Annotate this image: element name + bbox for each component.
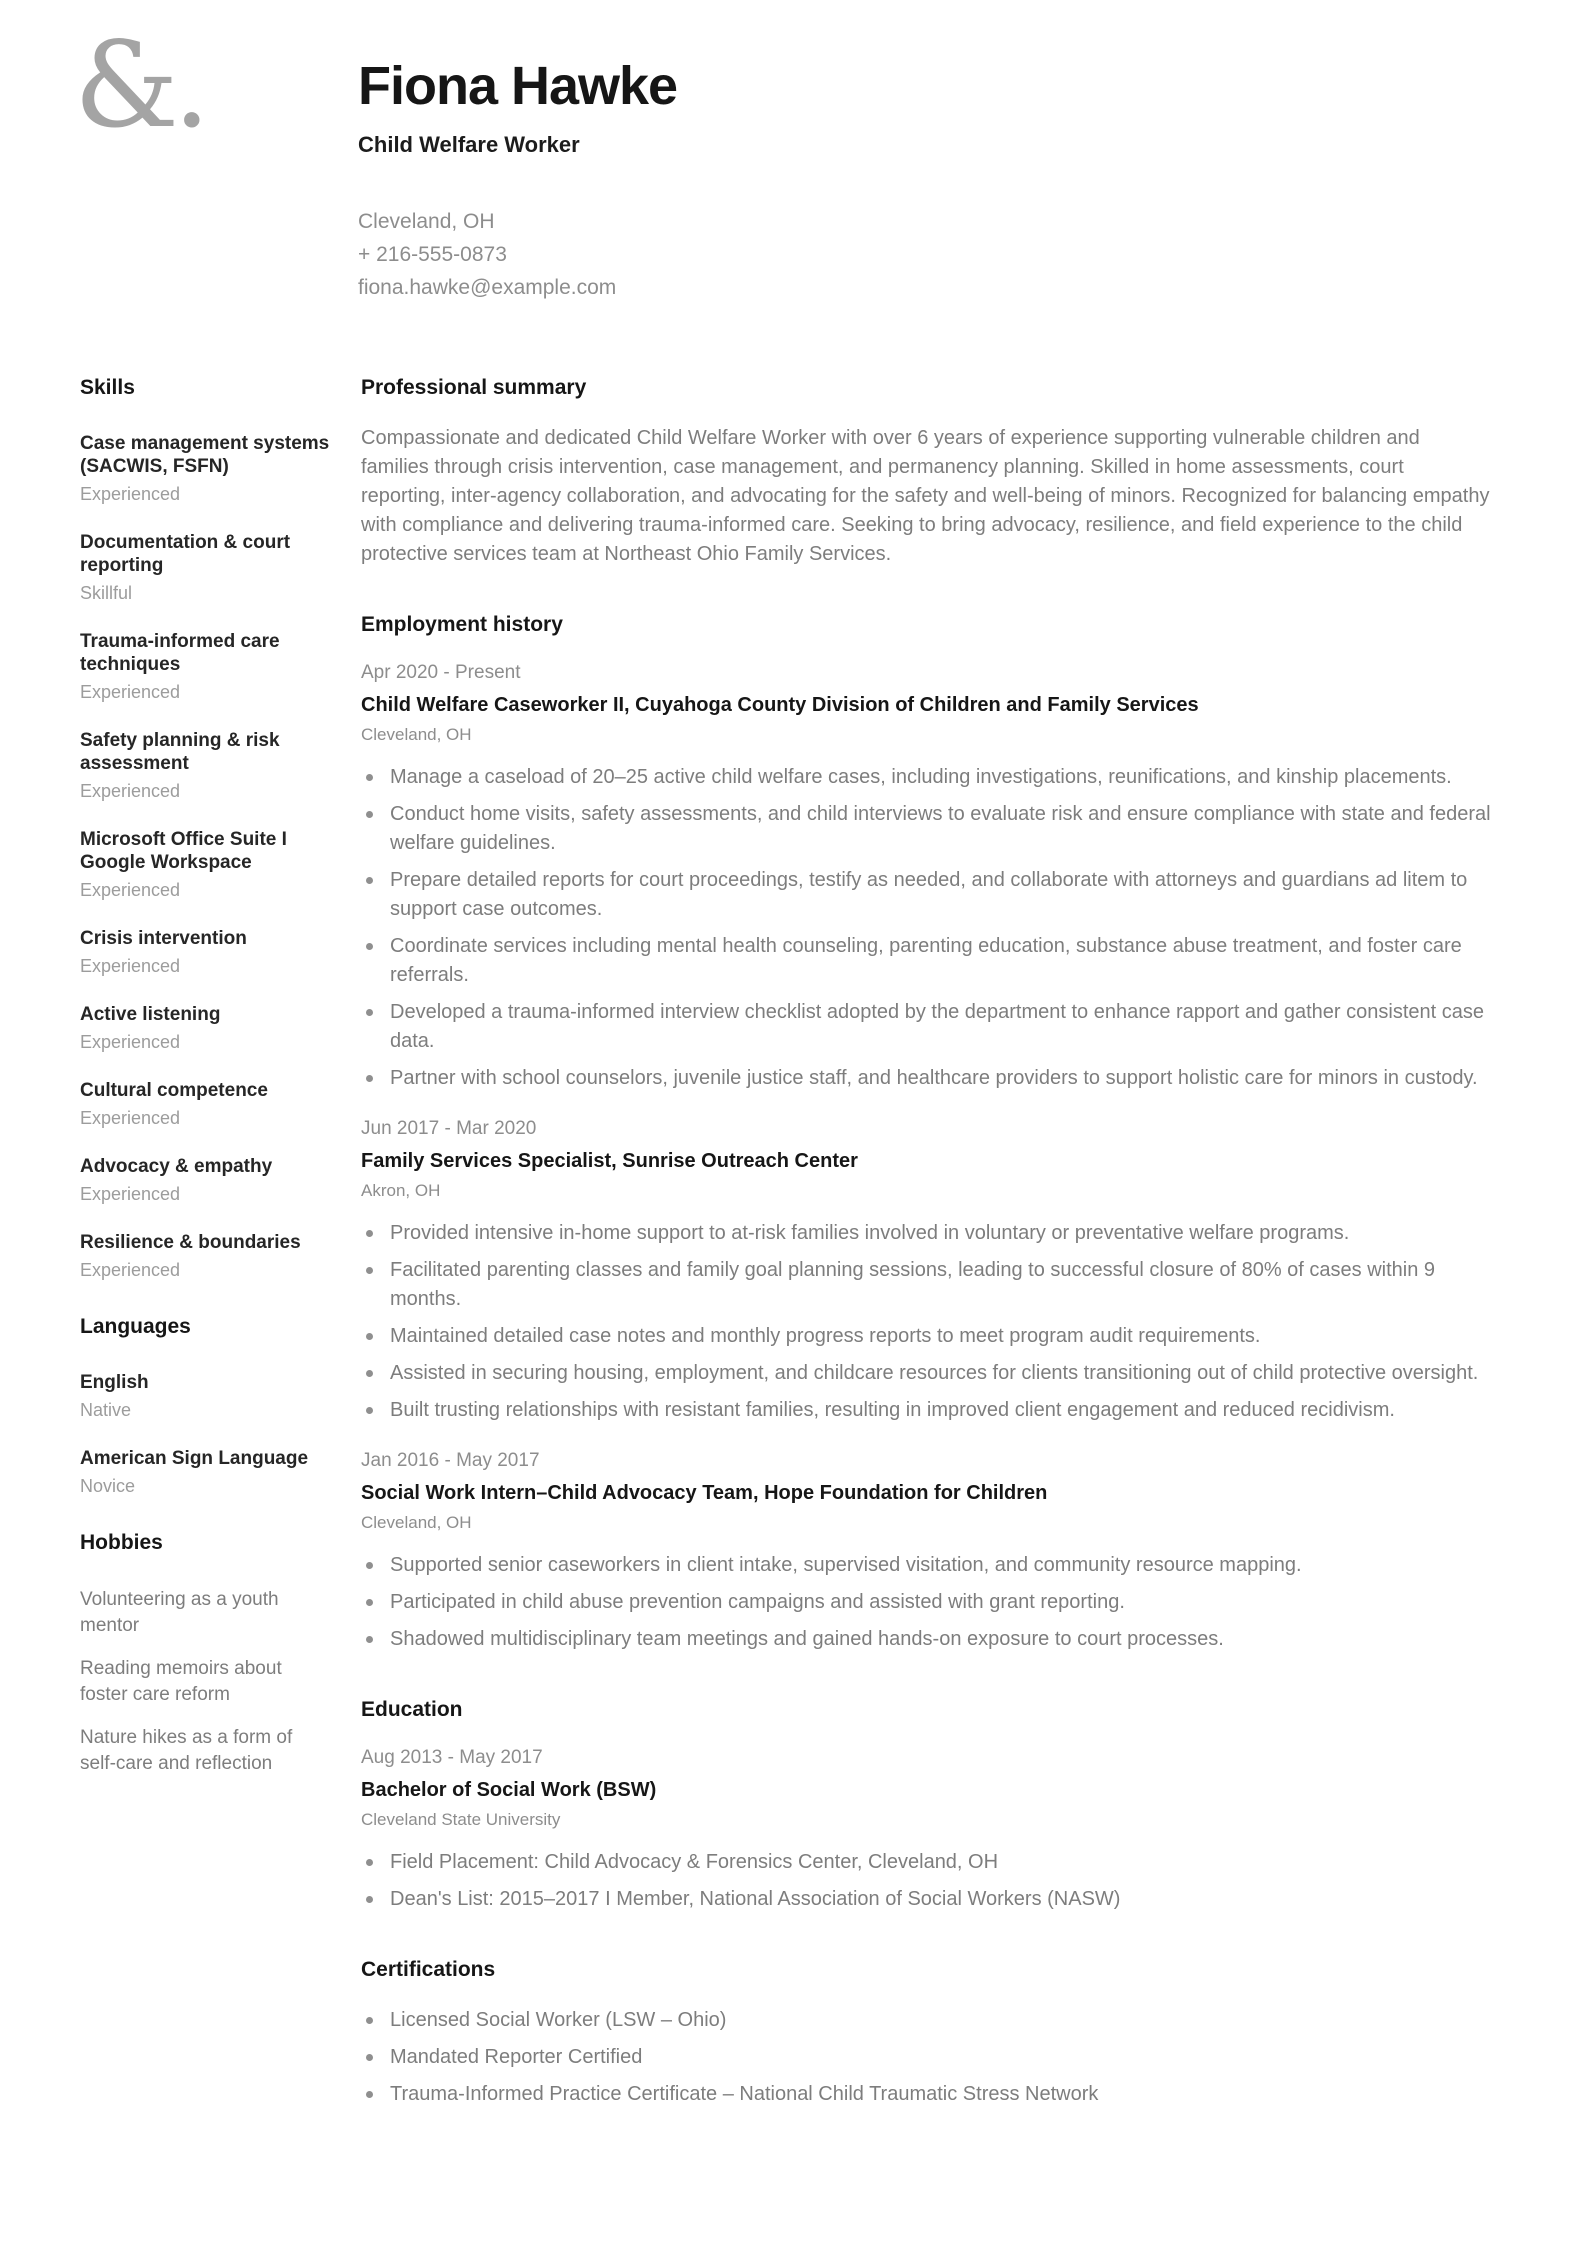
job-entry	[361, 1449, 1496, 1654]
bullet-dot-icon	[366, 877, 373, 884]
job-location: Akron, OH	[361, 1180, 441, 1200]
header	[358, 58, 1496, 304]
job-bullet-text: Facilitated parenting classes and family goal planning sessions, leading to successful closure of 80% of cases within 9 months.	[390, 1258, 1436, 1310]
bullet-dot-icon	[366, 774, 373, 781]
skill-level: Experienced	[80, 1031, 181, 1052]
skill-name: Active listening	[80, 1003, 221, 1025]
job-bullet	[361, 1359, 1496, 1388]
job-location: Cleveland, OH	[361, 1512, 472, 1532]
language-name: English	[80, 1371, 149, 1393]
skills-heading: Skills	[80, 375, 135, 399]
skill-name: Crisis intervention	[80, 927, 247, 949]
job-dates: Jan 2016 - May 2017	[361, 1449, 540, 1471]
skill-item	[80, 1079, 331, 1129]
job-bullet	[361, 1064, 1496, 1093]
certification-text: Licensed Social Worker (LSW – Ohio)	[390, 2008, 727, 2031]
job-entry	[361, 661, 1496, 1093]
skill-name: Documentation & court reporting	[80, 531, 291, 576]
job-bullet	[361, 998, 1496, 1056]
hobbies-section	[80, 1531, 331, 1777]
job-bullet-text: Developed a trauma-informed interview checklist adopted by the department to enhance rapport and gather consistent case data.	[390, 1000, 1484, 1052]
education-school: Cleveland State University	[361, 1809, 561, 1829]
skill-level: Experienced	[80, 1183, 181, 1204]
job-location: Cleveland, OH	[361, 724, 472, 744]
languages-section	[80, 1315, 331, 1497]
job-bullet	[361, 1322, 1496, 1351]
skill-level: Experienced	[80, 483, 181, 504]
hobby-item: Nature hikes as a form of self-care and reflection	[80, 1726, 293, 1774]
summary-heading: Professional summary	[361, 375, 587, 399]
job-title: Social Work Intern–Child Advocacy Team, Hope Foundation for Children	[361, 1481, 1048, 1504]
bullet-dot-icon	[366, 1407, 373, 1414]
bullet-dot-icon	[366, 2091, 373, 2098]
skill-item	[80, 630, 331, 703]
education-bullet-text: Dean's List: 2015–2017 I Member, National Association of Social Workers (NASW)	[390, 1887, 1121, 1910]
education-dates: Aug 2013 - May 2017	[361, 1746, 543, 1768]
bullet-dot-icon	[366, 2017, 373, 2024]
sidebar	[80, 376, 361, 2117]
ampersand-logo: &.	[74, 16, 205, 154]
job-bullet-text: Provided intensive in-home support to at-risk families involved in voluntary or preventative welfare programs.	[390, 1221, 1350, 1244]
hobby-item: Reading memoirs about foster care reform	[80, 1657, 282, 1705]
job-dates: Jun 2017 - Mar 2020	[361, 1117, 537, 1139]
education-list	[361, 1746, 1496, 1914]
skill-name: Cultural competence	[80, 1079, 268, 1101]
job-bullet-text: Participated in child abuse prevention campaigns and assisted with grant reporting.	[390, 1590, 1125, 1613]
hobbies-list	[80, 1587, 331, 1777]
skill-level: Experienced	[80, 1259, 181, 1280]
certification-bullet	[361, 2043, 1496, 2072]
bullet-dot-icon	[366, 943, 373, 950]
skill-level: Skillful	[80, 582, 133, 603]
language-level: Novice	[80, 1475, 136, 1496]
bullet-dot-icon	[366, 1636, 373, 1643]
skill-name: Advocacy & empathy	[80, 1155, 273, 1177]
job-bullet	[361, 763, 1496, 792]
language-item	[80, 1371, 331, 1421]
job-entry	[361, 1117, 1496, 1425]
certification-text: Trauma-Informed Practice Certificate – National Child Traumatic Stress Network	[390, 2082, 1099, 2105]
language-level: Native	[80, 1399, 132, 1420]
certification-bullet	[361, 2080, 1496, 2109]
bullet-dot-icon	[366, 1267, 373, 1274]
contact-phone: + 216-555-0873	[358, 242, 507, 266]
skill-item	[80, 531, 331, 604]
skill-item	[80, 1003, 331, 1053]
employment-heading: Employment history	[361, 612, 563, 636]
skill-name: Case management systems (SACWIS, FSFN)	[80, 432, 330, 477]
skill-item	[80, 1231, 331, 1281]
education-entry	[361, 1746, 1496, 1914]
education-heading: Education	[361, 1697, 463, 1721]
skills-list	[80, 432, 331, 1281]
bullet-dot-icon	[366, 1333, 373, 1340]
bullet-dot-icon	[366, 1599, 373, 1606]
skill-name: Trauma-informed care techniques	[80, 630, 280, 675]
main-column	[361, 376, 1496, 2117]
bullet-dot-icon	[366, 1075, 373, 1082]
contact-block	[358, 205, 1496, 304]
contact-location: Cleveland, OH	[358, 209, 495, 233]
job-bullet	[361, 866, 1496, 924]
job-bullet	[361, 800, 1496, 858]
skill-name: Resilience & boundaries	[80, 1231, 301, 1253]
bullet-dot-icon	[366, 1562, 373, 1569]
skill-level: Experienced	[80, 879, 181, 900]
skill-name: Microsoft Office Suite I Google Workspace	[80, 828, 287, 873]
education-bullet	[361, 1848, 1496, 1877]
job-bullet-text: Coordinate services including mental health counseling, parenting education, substance abuse treatment, and foster care referrals.	[390, 934, 1462, 986]
certification-text: Mandated Reporter Certified	[390, 2045, 643, 2068]
bullet-dot-icon	[366, 1859, 373, 1866]
education-bullet-list	[361, 1848, 1496, 1914]
job-bullet	[361, 932, 1496, 990]
bullet-dot-icon	[366, 1009, 373, 1016]
skill-level: Experienced	[80, 1107, 181, 1128]
bullet-dot-icon	[366, 1896, 373, 1903]
bullet-dot-icon	[366, 1230, 373, 1237]
language-name: American Sign Language	[80, 1447, 309, 1469]
job-bullet-list	[361, 1219, 1496, 1425]
skill-level: Experienced	[80, 780, 181, 801]
bullet-dot-icon	[366, 1370, 373, 1377]
job-list	[361, 661, 1496, 1654]
job-bullet-text: Supported senior caseworkers in client intake, supervised visitation, and community resource mapping.	[390, 1553, 1302, 1576]
contact-email: fiona.hawke@example.com	[358, 275, 617, 299]
skill-item	[80, 729, 331, 802]
candidate-job-title: Child Welfare Worker	[358, 131, 580, 157]
certifications-list	[361, 2006, 1496, 2109]
languages-heading: Languages	[80, 1314, 191, 1338]
job-title: Family Services Specialist, Sunrise Outreach Center	[361, 1149, 858, 1172]
job-bullet-text: Conduct home visits, safety assessments, and child interviews to evaluate risk and ensure compliance with state and federal welfare guidelines.	[390, 802, 1491, 854]
candidate-name: Fiona Hawke	[358, 56, 678, 116]
skill-name: Safety planning & risk assessment	[80, 729, 280, 774]
summary-section	[361, 376, 1496, 569]
education-bullet-text: Field Placement: Child Advocacy & Forensics Center, Cleveland, OH	[390, 1850, 999, 1873]
bullet-dot-icon	[366, 811, 373, 818]
certifications-heading: Certifications	[361, 1957, 496, 1981]
job-bullet	[361, 1396, 1496, 1425]
job-bullet-list	[361, 1551, 1496, 1654]
job-bullet-text: Manage a caseload of 20–25 active child welfare cases, including investigations, reunifications, and kinship placements.	[390, 765, 1452, 788]
job-bullet	[361, 1588, 1496, 1617]
content-columns	[80, 376, 1496, 2117]
certifications-section	[361, 1958, 1496, 2109]
summary-text: Compassionate and dedicated Child Welfare Worker with over 6 years of experience supporting vulnerable children and families through crisis intervention, case management, and permanency planning. Skilled in home assessments, court reporting, inter-agency collaboration, and advocating for the safety and well-being of minors. Recognized for balancing empathy with compliance and delivering trauma-informed care. Seeking to bring advocacy, resilience, and field experience to the child protective services team at Northeast Ohio Family Services.	[361, 426, 1490, 565]
job-bullet-list	[361, 763, 1496, 1093]
job-bullet-text: Partner with school counselors, juvenile justice staff, and healthcare providers to support holistic care for minors in custody.	[390, 1066, 1478, 1089]
skill-item	[80, 828, 331, 901]
job-bullet-text: Built trusting relationships with resistant families, resulting in improved client engagement and reduced recidivism.	[390, 1398, 1395, 1421]
skill-item	[80, 1155, 331, 1205]
skill-item	[80, 927, 331, 977]
education-section	[361, 1698, 1496, 1914]
employment-section	[361, 613, 1496, 1654]
job-bullet	[361, 1219, 1496, 1248]
skill-level: Experienced	[80, 681, 181, 702]
certification-bullet	[361, 2006, 1496, 2035]
languages-list	[80, 1371, 331, 1497]
hobby-item: Volunteering as a youth mentor	[80, 1588, 279, 1636]
job-bullet-text: Shadowed multidisciplinary team meetings and gained hands-on exposure to court processes.	[390, 1627, 1224, 1650]
skill-item	[80, 432, 331, 505]
job-bullet-text: Assisted in securing housing, employment, and childcare resources for clients transitioning out of child protective oversight.	[390, 1361, 1479, 1384]
job-title: Child Welfare Caseworker II, Cuyahoga County Division of Children and Family Services	[361, 693, 1199, 716]
job-bullet	[361, 1551, 1496, 1580]
job-bullet	[361, 1256, 1496, 1314]
bullet-dot-icon	[366, 2054, 373, 2061]
hobbies-heading: Hobbies	[80, 1530, 163, 1554]
language-item	[80, 1447, 331, 1497]
job-bullet-text: Prepare detailed reports for court proceedings, testify as needed, and collaborate with attorneys and guardians ad litem to support case outcomes.	[390, 868, 1468, 920]
job-bullet-text: Maintained detailed case notes and monthly progress reports to meet program audit requirements.	[390, 1324, 1261, 1347]
job-bullet	[361, 1625, 1496, 1654]
education-degree: Bachelor of Social Work (BSW)	[361, 1778, 657, 1801]
skill-level: Experienced	[80, 955, 181, 976]
job-dates: Apr 2020 - Present	[361, 661, 521, 683]
education-bullet	[361, 1885, 1496, 1914]
